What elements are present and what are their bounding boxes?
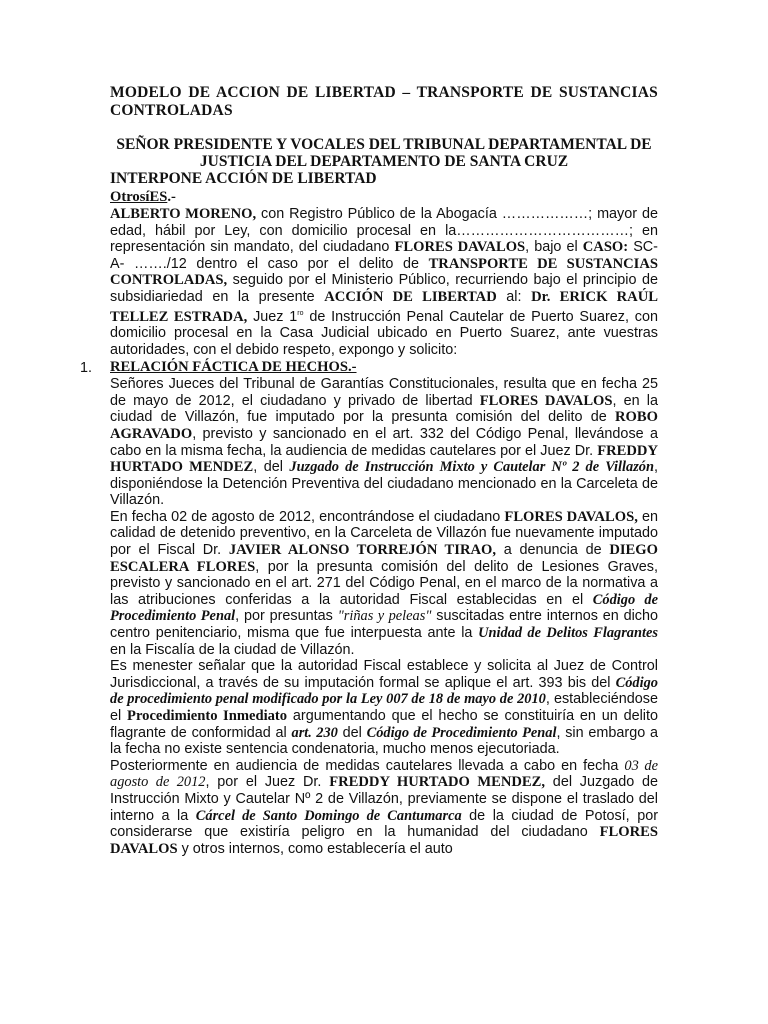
p3-text-5: , sin embargo a la fecha no existe sentencia condenatoria, mucho menos ejecutoriada.: [110, 724, 658, 758]
p1-text-1: Señores Jueces del Tribunal de Garantías Constitucionales, resulta que en fecha 25 de mayo de 2012, el ciudadano y privado de libertad: [110, 376, 658, 409]
paragraph-4: [110, 758, 658, 858]
p2-text-4: , por la presunta comisión del delito de Lesiones Graves, previsto y sancionado en el art. 271 del Código Penal, en el marco de la normativa a las atribuciones conferidas a la autoridad Fiscal establecidas en el: [110, 558, 658, 608]
p1-text-3: , previsto y sancionado en el art. 332 del Código Penal, llevándose a cabo en la misma fecha, la audiencia de medidas cautelares por el Juez Dr.: [110, 425, 658, 459]
intro-paragraph: [110, 206, 658, 358]
ordinal-sup: ro: [297, 309, 304, 317]
intro-text-4: seguido por el Ministerio Público, recurriendo bajo el principio de subsidiariedad en la presente: [110, 272, 658, 305]
p4-text-5: y otros internos, como establecería el auto: [177, 840, 453, 857]
petitioner-name: ALBERTO MORENO,: [110, 206, 257, 222]
intro-text-7: de Instrucción Penal Cautelar de Puerto Suarez, con domicilio procesal en la Casa Judicial ubicado en Puerto Suarez, ante vuestras autoridades, con el debido respeto, expongo y solicito:: [110, 308, 658, 358]
otrosies-suffix: .-: [167, 189, 176, 205]
section-1-number: 1.: [80, 360, 93, 377]
p2-text-5: , por presuntas: [235, 608, 338, 625]
paragraph-3: [110, 658, 658, 758]
addressee: [110, 136, 658, 170]
p4-text-1: Posteriormente en audiencia de medidas cautelares llevada a cabo en fecha: [110, 757, 625, 774]
judge-name: Dr. ERICK RAÚL TELLEZ ESTRADA,: [110, 288, 658, 325]
p1-judge: FREDDY HURTADO MENDEZ: [110, 442, 658, 476]
otrosies-heading: [110, 188, 658, 206]
addressee-line-2: JUSTICIA DEL DEPARTAMENTO DE SANTA CRUZ: [199, 153, 569, 170]
crime-name: TRANSPORTE DE SUSTANCIAS CONTROLADAS,: [110, 255, 658, 289]
document-title: MODELO DE ACCION DE LIBERTAD – TRANSPORTE DE SUSTANCIAS CONTROLADAS: [110, 84, 658, 119]
p4-text-4: de la ciudad de Potosí, por considerarse que existiría peligro en la humanidad del ciudadano: [110, 807, 658, 841]
case-label: CASO:: [582, 239, 629, 256]
p3-code: Código de Procedimiento Penal: [366, 724, 557, 741]
p2-prosecutor: JAVIER ALONSO TORREJÓN TIRAO,: [228, 542, 497, 559]
p3-text-3: argumentando que el hecho se constituiría en un delito flagrante de conformidad al: [110, 708, 658, 741]
p4-prison: Cárcel de Santo Domingo de Cantumarca: [195, 807, 462, 824]
p1-defendant: FLORES DAVALOS: [479, 392, 613, 409]
p2-text-1: En fecha 02 de agosto de 2012, encontrándose el ciudadano: [110, 508, 505, 525]
defendant-name: FLORES DAVALOS: [394, 239, 526, 256]
p2-defendant: FLORES DAVALOS,: [504, 508, 638, 525]
p3-text-4: del: [337, 724, 367, 741]
p2-text-7: en la Fiscalía de la ciudad de Villazón.: [110, 641, 355, 658]
section-1-heading: RELACIÓN FÁCTICA DE HECHOS.-: [110, 359, 357, 376]
p2-text-3: a denuncia de: [496, 542, 610, 559]
intro-text-1: con Registro Público de la Abogacía ………………; mayor de edad, hábil por Ley, con domicilio procesal en la………………………………; en representación sin mandato, del ciudadano: [110, 206, 658, 256]
p2-code: Código de Procedimiento Penal: [110, 591, 658, 625]
intro-text-3: SC-A- ……./12 dentro el caso por el delito de: [110, 239, 658, 272]
p4-judge: FREDDY HURTADO MENDEZ,: [329, 774, 546, 791]
action-heading: INTERPONE ACCIÓN DE LIBERTAD: [110, 170, 377, 187]
p3-article: art. 230: [291, 724, 338, 741]
p2-text-2: en calidad de detenido preventivo, en la Carceleta de Villazón fue nuevamente imputado por el Fiscal Dr.: [110, 508, 659, 559]
p1-text-5: , disponiéndose la Detención Preventiva del ciudadano mencionado en la Carceleta de Villazón.: [110, 459, 659, 509]
p2-complainant: DIEGO ESCALERA FLORES: [110, 542, 658, 575]
p3-text-1: Es menester señalar que la autoridad Fiscal establece y solicita al Juez de Control Jurisdiccional, a través de su imputación formal se aplique el art. 393 bis del: [110, 658, 658, 691]
paragraph-2: [110, 509, 658, 658]
intro-text-6: Juez 1: [247, 308, 298, 325]
main-body: [80, 170, 659, 857]
intro-text-2: , bajo el: [525, 239, 583, 256]
p3-law: Código de procedimiento penal modificado por la Ley 007 de 18 de mayo de 2010: [110, 674, 658, 708]
p2-unit: Unidad de Delitos Flagrantes: [478, 625, 658, 642]
p1-text-2: , en la ciudad de Villazón, fue imputado por la presunta comisión del delito de: [110, 392, 658, 426]
p3-procedure: Procedimiento Inmediato: [127, 708, 288, 725]
p4-defendant: FLORES DAVALOS: [110, 824, 658, 857]
p4-text-2: , por el Juez Dr.: [205, 774, 330, 791]
p4-text-3: del Juzgado de Instrucción Mixto y Cautelar Nº 2 de Villazón, previamente se dispone el traslado del interno a la: [110, 774, 658, 824]
intro-text-5: al:: [496, 288, 532, 305]
p3-text-2: , estableciéndose el: [110, 691, 658, 725]
action-name: ACCIÓN DE LIBERTAD: [324, 288, 497, 305]
section-1-heading-row: [80, 358, 658, 377]
p1-text-4: , del: [253, 459, 290, 476]
p1-crime: ROBO AGRAVADO: [110, 409, 658, 442]
p2-quote: "riñas y peleas": [337, 608, 432, 625]
paragraph-1: [110, 376, 658, 509]
addressee-line-1: SEÑOR PRESIDENTE Y VOCALES DEL TRIBUNAL DEPARTAMENTAL DE: [116, 136, 652, 153]
otrosies-label: OtrosíES: [110, 189, 168, 205]
p1-court: Juzgado de Instrucción Mixto y Cautelar Nº 2 de Villazón: [289, 459, 655, 476]
p2-text-6: suscitadas entre internos en dicho centro penitenciario, misma que fue interpuesta ante la: [110, 608, 659, 642]
p4-date: 03 de agosto de 2012: [110, 757, 658, 791]
